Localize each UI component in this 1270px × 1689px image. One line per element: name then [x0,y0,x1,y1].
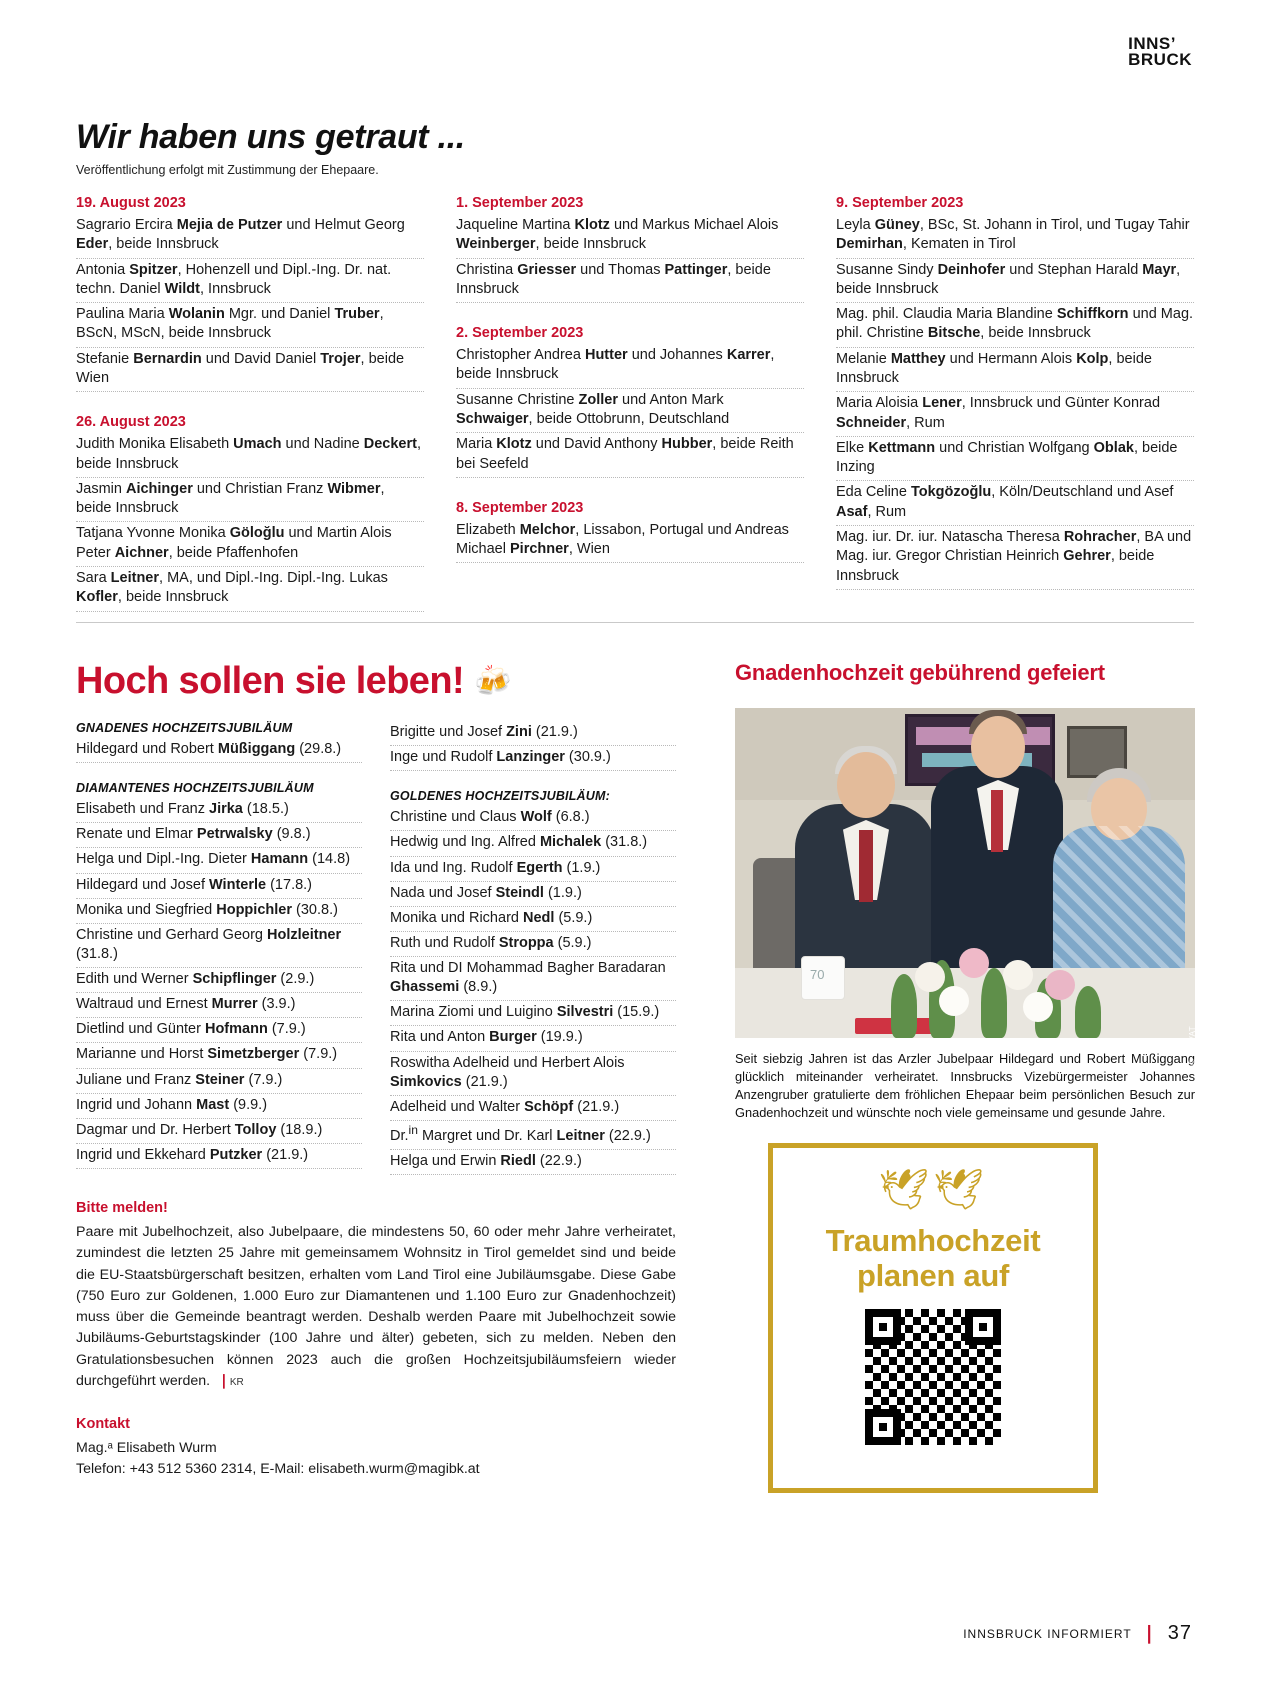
wedding-entry: Melanie Matthey und Hermann Alois Kolp, beide Innsbruck [836,348,1194,393]
wedding-entry: Christina Griesser und Thomas Pattinger, beide Innsbruck [456,259,804,304]
jubilee-entry: Rita und Anton Burger (19.9.) [390,1026,676,1051]
cheers-glasses-icon: 🍻 [474,665,511,698]
jubilee-entry: Renate und Elmar Petrwalsky (9.8.) [76,823,362,848]
jubilee-entry: Christine und Claus Wolf (6.8.) [390,806,676,831]
notice-body [76,1222,676,1392]
jubilee-entry: Monika und Richard Nedl (5.9.) [390,907,676,932]
wedding-date-heading: 26. August 2023 [76,414,186,431]
jubilee-entry: Hedwig und Ing. Alfred Michalek (31.8.) [390,831,676,856]
jubilee-entry: Roswitha Adelheid und Herbert Alois Simkovics (21.9.) [390,1052,676,1096]
flower-bouquet [885,934,1105,1038]
notice-section [76,1200,676,1480]
jubilee-entry: Juliane und Franz Steiner (7.9.) [76,1069,362,1094]
wedding-entry: Stefanie Bernardin und David Daniel Trojer, beide Wien [76,348,424,393]
wedding-entry: Leyla Güney, BSc, St. Johann in Tirol, und Tugay Tahir Demirhan, Kematen in Tirol [836,214,1194,259]
wedding-entry: Susanne Christine Zoller und Anton Mark Schwaiger, beide Ottobrunn, Deutschland [456,389,804,434]
footer [963,1622,1192,1645]
page-number: 37 [1167,1622,1192,1644]
qr-code[interactable] [865,1309,1001,1445]
wedding-entry: Mag. phil. Claudia Maria Blandine Schiffkorn und Mag. phil. Christine Bitsche, beide Innsbruck [836,303,1194,348]
wedding-entry: Paulina Maria Wolanin Mgr. und Daniel Truber, BScN, MScN, beide Innsbruck [76,303,424,348]
jubilee-couple-photo: 70 © PRIVAT [735,708,1195,1038]
jubilee-entry: Dietlind und Günter Hofmann (7.9.) [76,1018,362,1043]
weddings-column [76,195,424,612]
logo-line-1: INNS’ [1128,34,1176,53]
wedding-entry: Jaqueline Martina Klotz und Markus Michael Alois Weinberger, beide Innsbruck [456,214,804,259]
jubilee-entry: Christine und Gerhard Georg Holzleitner (31.8.) [76,924,362,968]
wedding-entry: Judith Monika Elisabeth Umach und Nadine Deckert, beide Innsbruck [76,433,424,478]
advertisement-box[interactable] [768,1143,1098,1493]
jubilee-entry: Hildegard und Robert Müßiggang (29.8.) [76,738,362,763]
jubilee-entry: Edith und Werner Schipflinger (2.9.) [76,968,362,993]
jubilee-entry: Marina Ziomi und Luigino Silvestri (15.9.) [390,1001,676,1026]
wedding-entry: Christopher Andrea Hutter und Johannes Karrer, beide Innsbruck [456,344,804,389]
notice-author: KR [229,1377,244,1389]
weddings-section [76,118,1194,612]
jubilee-entry: Ingrid und Johann Mast (9.9.) [76,1094,362,1119]
jubilee-entry: Monika und Siegfried Hoppichler (30.8.) [76,899,362,924]
jubilee-entry: Elisabeth und Franz Jirka (18.5.) [76,798,362,823]
jubilee-entry: Helga und Erwin Riedl (22.9.) [390,1150,676,1175]
wedding-entry: Elizabeth Melchor, Lissabon, Portugal und Andreas Michael Pirchner, Wien [456,519,804,564]
footer-publication: INNSBRUCK INFORMIERT [963,1626,1132,1641]
jubilee-entry: Adelheid und Walter Schöpf (21.9.) [390,1096,676,1121]
wedding-entry: Tatjana Yvonne Monika Göloğlu und Martin Alois Peter Aichner, beide Pfaffenhofen [76,522,424,567]
innsbruck-logo [1128,36,1192,68]
jubilee-entry: Helga und Dipl.-Ing. Dieter Hamann (14.8) [76,848,362,873]
wedding-entry: Susanne Sindy Deinhofer und Stephan Harald Mayr, beide Innsbruck [836,259,1194,304]
wedding-entry: Maria Aloisia Lener, Innsbruck und Günter Konrad Schneider, Rum [836,392,1194,437]
jubilee-entry: Rita und DI Mohammad Bagher Baradaran Ghassemi (8.9.) [390,957,676,1001]
jubilee-entry: Dagmar und Dr. Herbert Tolloy (18.9.) [76,1119,362,1144]
jubilee-entry: Inge und Rudolf Lanzinger (30.9.) [390,746,676,771]
weddings-subnote: Veröffentlichung erfolgt mit Zustimmung der Ehepaare. [76,163,379,177]
wedding-entry: Sagrario Ercira Mejia de Putzer und Helmut Georg Eder, beide Innsbruck [76,214,424,259]
wedding-date-heading: 2. September 2023 [456,325,584,342]
wedding-entry: Jasmin Aichinger und Christian Franz Wibmer, beide Innsbruck [76,478,424,523]
weddings-columns [76,195,1194,612]
wedding-date-heading: 9. September 2023 [836,195,964,211]
wedding-entry: Antonia Spitzer, Hohenzell und Dipl.-Ing. Dr. nat. techn. Daniel Wildt, Innsbruck [76,259,424,304]
jubilee-entry: Brigitte und Josef Zini (21.9.) [390,721,676,746]
contact-phone-email: Telefon: +43 512 5360 2314, E-Mail: elisabeth.wurm@magibk.at [76,1460,480,1477]
photo-credit: © PRIVAT [1188,1026,1197,1066]
contact-block [76,1416,676,1479]
logo-line-2: BRUCK [1128,50,1192,70]
jubilee-column [390,721,676,1175]
notice-body-text: Paare mit Jubelhochzeit, also Jubelpaare, die mindestens 50, 60 oder mehr Jahre verheiratet, zumindest die letzten 25 Jahre mit gemeinsamem Wohnsitz in Tirol gemeldet sind und beide die EU-Staatsbürgerschaft besitzen, erhalten vom Land Tirol eine Jubiläumsgabe. Diese Gabe (750 Euro zur Goldenen, 1.000 Euro zur Diamantenen und 1.100 Euro zur Gnadenhochzeit) muss über die Gemeinde beantragt werden. Deshalb werden Paare mit Jubelhochzeit sowie Jubiläums-Geburtstagskinder (100 Jahre und älter) gebeten, sich zu melden. Neben den Gratulationsbesuchen können 2023 auch die großen Hochzeitsjubiläumsfeiern wieder durchgeführt werden. [76,1224,676,1390]
weddings-column [456,195,804,612]
wedding-entry: Maria Klotz und David Anthony Hubber, beide Reith bei Seefeld [456,433,804,478]
jubilee-entry: Nada und Josef Steindl (1.9.) [390,882,676,907]
weddings-column [836,195,1194,612]
jubilee-entry: Ida und Ing. Rudolf Egerth (1.9.) [390,857,676,882]
footer-slash-icon: ❘ [1141,1623,1158,1643]
ad-title-line-1: Traumhochzeit [825,1223,1041,1258]
jubilee-category-heading: GOLDENES HOCHZEITSJUBILÄUM: [390,789,610,804]
wedding-date-heading: 19. August 2023 [76,195,186,211]
jubilee-column [76,721,362,1175]
photo-heading: Gnadenhochzeit gebührend gefeiert [735,660,1105,685]
wedding-entry: Eda Celine Tokgözoğlu, Köln/Deutschland und Asef Asaf, Rum [836,481,1194,526]
contact-name: Mag.ᵃ Elisabeth Wurm [76,1440,217,1457]
jubilee-entry: Ingrid und Ekkehard Putzker (21.9.) [76,1144,362,1169]
jubilee-entry: Ruth und Rudolf Stroppa (5.9.) [390,932,676,957]
wedding-date-heading: 8. September 2023 [456,499,584,516]
photo-section [735,660,1195,1134]
jubilees-title [76,660,676,703]
jubilee-category-heading: GNADENES HOCHZEITSJUBILÄUM [76,721,293,735]
jubilee-entry: Dr.$^{in}$ Margret und Dr. Karl Leitner (22.9.) [390,1121,676,1150]
author-slash-icon: ❘ [214,1373,230,1390]
wedding-entry: Mag. iur. Dr. iur. Natascha Theresa Rohracher, BA und Mag. iur. Gregor Christian Heinrich Gehrer, beide Innsbruck [836,526,1194,590]
jubilees-columns [76,721,676,1175]
contact-heading: Kontakt [76,1416,130,1433]
photo-caption: Seit siebzig Jahren ist das Arzler Jubelpaar Hildegard und Robert Müßiggang glücklich miteinander verheiratet. Innsbrucks Vizebürgermeister Johannes Anzengruber gratulierte dem fröhlichen Ehepaar beim persönlichen Besuch zur Gnadenhochzeit und wünschte noch viele gemeinsame und gesunde Jahre. [735,1051,1195,1120]
jubilees-title-text: Hoch sollen sie leben! [76,660,465,702]
wedding-entry: Elke Kettmann und Christian Wolfgang Oblak, beide Inzing [836,437,1194,482]
divider [76,622,1194,623]
notice-heading: Bitte melden! [76,1200,168,1216]
jubilee-entry: Waltraud und Ernest Murrer (3.9.) [76,993,362,1018]
doves-icon: 🕊🕊 [878,1168,988,1212]
jubilee-category-heading: DIAMANTENES HOCHZEITSJUBILÄUM [76,781,314,796]
jubilees-section [76,660,676,1175]
ad-title-line-2: planen auf [856,1257,1009,1293]
jubilee-entry: Marianne und Horst Simetzberger (7.9.) [76,1043,362,1068]
weddings-title: Wir haben uns getraut ... [76,118,465,156]
ad-title [773,1224,1093,1293]
wedding-date-heading: 1. September 2023 [456,195,584,211]
wedding-entry: Sara Leitner, MA, und Dipl.-Ing. Dipl.-Ing. Lukas Kofler, beide Innsbruck [76,567,424,612]
jubilee-entry: Hildegard und Josef Winterle (17.8.) [76,874,362,899]
